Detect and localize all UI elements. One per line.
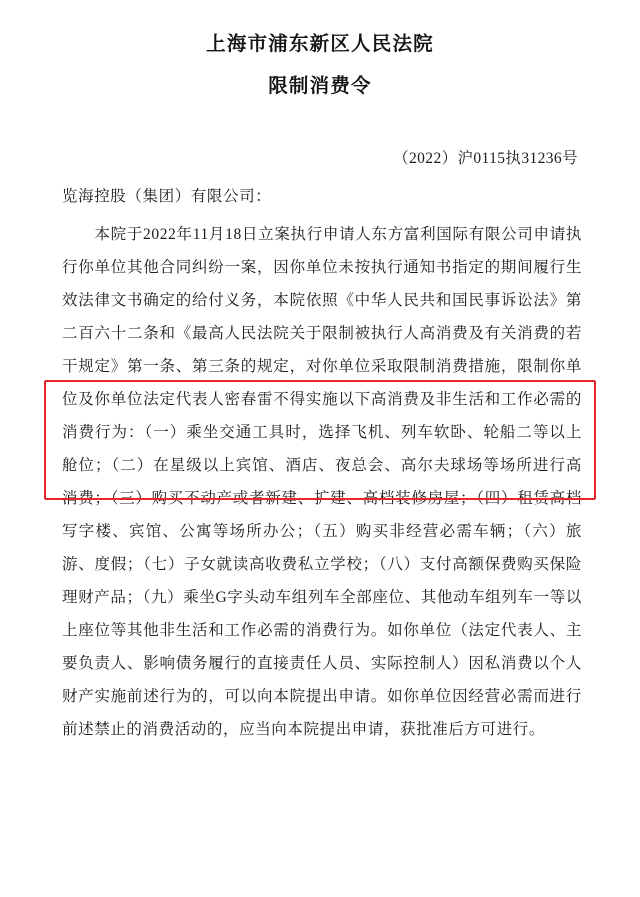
case-number: （2022）沪0115执31236号 xyxy=(393,150,578,167)
document-body: 本院于2022年11月18日立案执行申请人东方富利国际有限公司申请执行你单位其他合同纠纷一案，因你单位未按执行通知书指定的期间履行生效法律文书确定的给付义务，本院依照《中华人民共和国民事诉讼法》第二百六十二条和《最高人民法院关于限制被执行人高消费及有关消费的若干规定》第一条、第三条的规定，对你单位采取限制消费措施，限制你单位及你单位法定代表人密春雷不得实施以下高消费及非生活和工作必需的消费行为：（一）乘坐交通工具时，选择飞机、列车软卧、轮船二等以上舱位；（二）在星级以上宾馆、酒店、夜总会、高尔夫球场等场所进行高消费；（三）购买不动产或者新建、扩建、高档装修房屋；（四）租赁高档写字楼、宾馆、公寓等场所办公；（五）购买非经营必需车辆；（六）旅游、度假；（七）子女就读高收费私立学校；（八）支付高额保费购买保险理财产品；（九）乘坐G字头动车组列车全部座位、其他动车组列车一等以上座位等其他非生活和工作必需的消费行为。如你单位（法定代表人、主要负责人、影响债务履行的直接责任人员、实际控制人）因私消费以个人财产实施前述行为的，可以向本院提出申请。如你单位因经营必需而进行前述禁止的消费活动的，应当向本院提出申请，获批准后方可进行。 xyxy=(62,226,582,738)
document-type-title: 限制消费令 xyxy=(268,76,372,97)
addressee-line: 览海控股（集团）有限公司： xyxy=(62,188,272,205)
court-title: 上海市浦东新区人民法院 xyxy=(206,34,434,55)
document-page xyxy=(0,28,640,897)
